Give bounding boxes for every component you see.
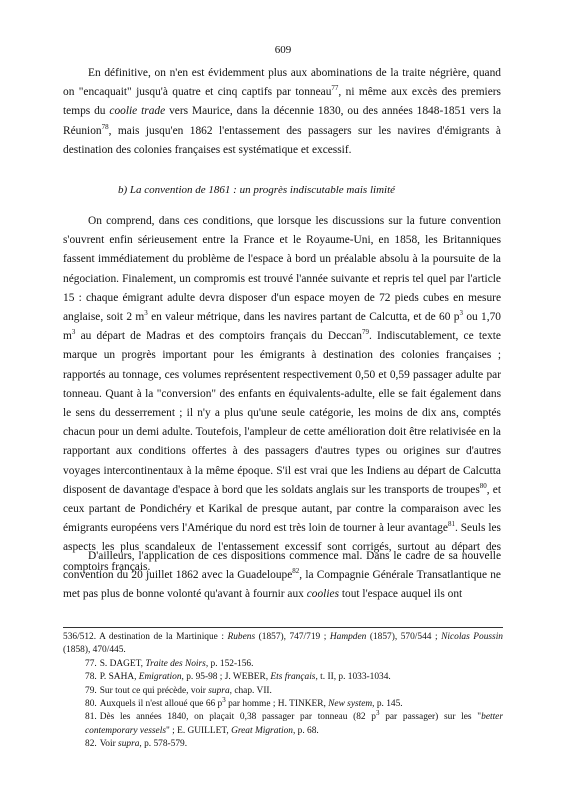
page-number: 609 — [274, 44, 292, 56]
footnote-divider — [63, 627, 503, 628]
text: , p. 578-579. — [139, 739, 188, 750]
footnote-continuation — [63, 631, 503, 658]
ship-name: Rubens — [227, 632, 256, 642]
text: tout l'espace auquel ils ont — [339, 588, 463, 601]
superscript: 3 — [71, 328, 76, 337]
text: Voir — [99, 739, 119, 750]
footnote-number: 77. — [85, 658, 97, 669]
text: par homme ; H. TINKER, — [225, 699, 329, 710]
text: Auxquels il n'est alloué que 66 p — [99, 699, 223, 710]
latin-term: supra — [208, 685, 230, 696]
footnote-82 — [63, 738, 503, 751]
text: en valeur métrique, dans les navires partant de Calcutta, et de 60 p — [147, 311, 460, 324]
text: D'ailleurs, l'application de ces dispositions commence mal. Dans le cadre de sa nouvelle convention du 20 juillet 1862 avec la Guadeloupe — [63, 550, 501, 582]
text: , p. 152-156. — [205, 658, 254, 669]
text: ou 1,70 m — [63, 311, 501, 343]
footnote-ref-79[interactable]: 79 — [362, 328, 370, 337]
text: S. DAGET, — [99, 658, 146, 669]
superscript: 3 — [144, 309, 148, 318]
ship-name: Hampden — [329, 632, 367, 642]
text: 536/512. A destination de la Martinique : — [63, 632, 228, 642]
title: Great Migration — [231, 725, 293, 736]
text: vers Maurice, dans la décennie 1830, ou des années 1848-1851 vers la Réunion — [63, 105, 501, 137]
text: On comprend, dans ces conditions, que lorsque les discussions sur la future convention s'ouvrent enfin sérieusement entre la France et le Royaume-Uni, en 1858, les Britanniques fassent immédiatement du problème de l'espace à bord un préalable absolu à la poursuite de la négociation. Finalement, un compromis est trouvé l'année suivante et repris tel quel par l'article 15 : chaque émigrant adulte devra disposer d'un espace moyen de 72 pieds cubes en mesure anglaise, soit 2 m — [63, 215, 501, 324]
footnote-ref-78[interactable]: 78 — [101, 122, 109, 131]
text: , p. 95-98 ; J. WEBER, — [181, 672, 271, 683]
footnotes — [63, 631, 503, 752]
italic-term: coolie trade — [109, 105, 166, 118]
superscript: 3 — [459, 309, 463, 318]
text: En définitive, on n'en est évidemment plus aux abominations de la traite négrière, quand on "encaquait" jusqu'à quatre et cinq captifs par tonneau — [63, 67, 501, 99]
title: Traite des Noirs — [145, 658, 206, 669]
title: New system — [328, 699, 373, 710]
section-heading: b) La convention de 1861 : un progrès indiscutable mais limité — [118, 184, 396, 196]
footnote-number: 82. — [85, 739, 97, 750]
text: , t. II, p. 1033-1034. — [315, 672, 391, 683]
text: Dès les années 1840, on plaçait 0,38 passager par tonneau (82 p — [99, 712, 376, 723]
text: (1857), 747/719 ; — [255, 632, 330, 642]
footnote-ref-81[interactable]: 81 — [447, 520, 455, 529]
footnote-ref-80[interactable]: 80 — [479, 482, 487, 491]
text: . Indiscutablement, ce texte marque un progrès important pour les émigrants à destination des colonies françaises ; rapportés au tonnage, ces volumes représentent respectivement 0,50 et 0,59 passager adulte par tonneau. Quant à la "conversion" des enfants en équivalents-adulte, elle se fait également dans le sens du desserrement ; il n'y a plus qu'une seule catégorie, les moins de dix ans, comptés chacun pour un demi adulte. Toutefois, l'ampleur de cette amélioration doit être relativisée en la rapportant aux conditions offertes à des passagers d'autres types ou origines sur d'autres voyages intercontinentaux à la même époque. S'il est vrai que les Indiens au départ de Calcutta disposent de davantage d'espace à bord que les soldats anglais sur les transports de troupes — [63, 330, 501, 496]
footnote-number: 79. — [85, 685, 97, 696]
title: Ets français — [270, 672, 316, 683]
text: " ; E. GUILLET, — [165, 725, 232, 736]
text: P. SAHA, — [99, 672, 139, 683]
text: (1858), 470/445. — [63, 645, 126, 656]
footnote-77 — [63, 658, 503, 671]
title: Emigration — [138, 672, 182, 683]
text: , p. 68. — [292, 725, 319, 736]
footnote-80 — [63, 695, 503, 711]
footnote-79 — [63, 685, 503, 698]
footnote-number: 81. — [85, 712, 97, 723]
text: , p. 145. — [372, 699, 403, 710]
ship-name: Nicolas Poussin — [441, 632, 503, 642]
paragraph-1 — [63, 64, 501, 160]
text: par passager) sur les " — [379, 712, 482, 723]
text: , la Compagnie Générale Transatlantique ne met pas plus de bonne volonté qu'avant à fournir aux — [63, 569, 501, 601]
latin-term: supra — [118, 739, 140, 750]
footnote-78 — [63, 671, 503, 684]
text: , ni même aux excès des premiers temps du — [63, 86, 501, 118]
text: Sur tout ce qui précède, voir — [99, 685, 209, 696]
footnote-81 — [63, 711, 503, 738]
footnote-ref-82[interactable]: 82 — [292, 567, 300, 576]
text: , et ceux partant de Pondichéry et Karikal de presque autant, par contre la comparaison avec les émigrants européens vers l'Amérique du nord est très loin de tourner à leur avantage — [63, 483, 501, 535]
paragraph-3 — [63, 547, 501, 605]
superscript: 3 — [222, 695, 226, 704]
footnote-number: 80. — [85, 699, 97, 710]
superscript: 3 — [376, 709, 380, 718]
quoted-term: better contemporary vessels — [85, 712, 503, 736]
text: (1857), 570/544 ; — [366, 632, 442, 642]
italic-term: coolies — [306, 588, 339, 601]
text: . Seuls les aspects les plus scandaleux de l'entassement excessif sont corrigés, surtout au départ des comptoirs français. — [63, 522, 501, 573]
paragraph-2 — [63, 212, 501, 577]
footnote-number: 78. — [85, 672, 97, 683]
text: , mais jusqu'en 1862 l'entassement des passagers sur les navires d'émigrants à destination des colonies françaises est systématique et excessif. — [63, 124, 501, 156]
footnote-ref-77[interactable]: 77 — [331, 84, 339, 93]
text: au départ de Madras et des comptoirs français du Deccan — [75, 330, 363, 343]
text: , chap. VII. — [229, 685, 272, 696]
